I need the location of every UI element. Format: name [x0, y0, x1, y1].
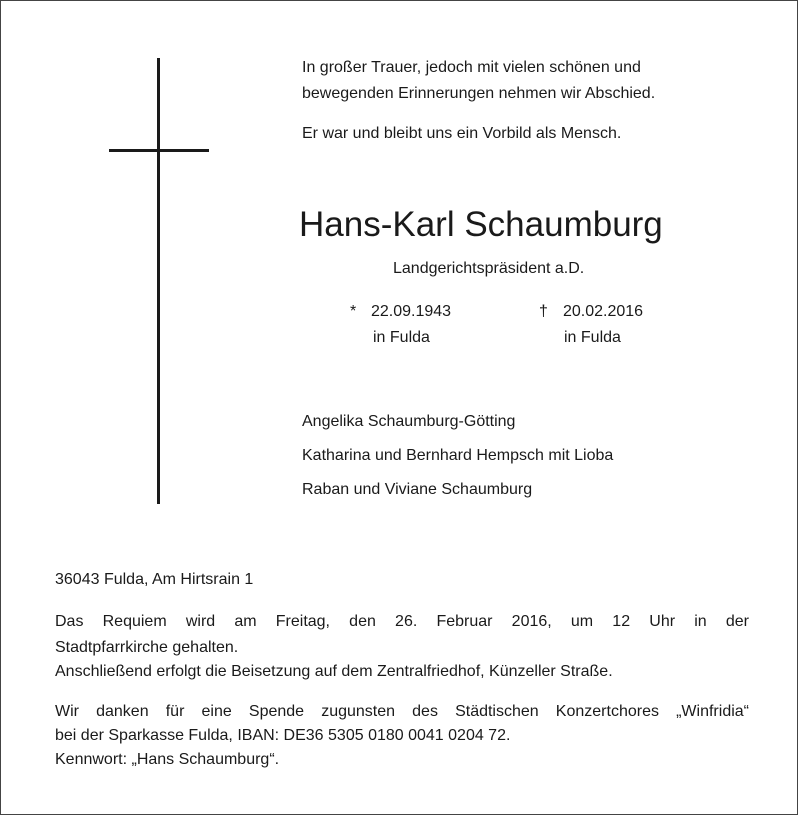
death-symbol: † — [539, 303, 548, 320]
requiem-line-2: Stadtpfarrkirche gehalten. — [55, 639, 239, 656]
mourner-1: Angelika Schaumburg-Götting — [302, 413, 516, 430]
intro-line-3: Er war und bleibt uns ein Vorbild als Mensch. — [302, 125, 622, 142]
mourner-3: Raban und Viviane Schaumburg — [302, 481, 533, 498]
donation-line-2: bei der Sparkasse Fulda, IBAN: DE36 5305 0180 0041 0204 72. — [55, 727, 511, 744]
intro-line-1: In großer Trauer, jedoch mit vielen schönen und — [302, 59, 641, 76]
birth-date: 22.09.1943 — [371, 303, 452, 320]
mourner-2: Katharina und Bernhard Hempsch mit Lioba — [302, 447, 614, 464]
birth-symbol: * — [350, 303, 357, 320]
requiem-line-3: Anschließend erfolgt die Beisetzung auf dem Zentralfriedhof, Künzeller Straße. — [55, 663, 613, 680]
deceased-title: Landgerichtspräsident a.D. — [393, 260, 585, 277]
deceased-name: Hans-Karl Schaumburg — [299, 205, 663, 244]
birth-place: in Fulda — [373, 329, 430, 346]
cross-icon — [157, 58, 160, 504]
donation-line-3: Kennwort: „Hans Schaumburg“. — [55, 751, 280, 768]
donation-line-1: Wir danken für eine Spende zugunsten des Städtischen Konzertchores „Winfridia“ — [55, 703, 749, 720]
address: 36043 Fulda, Am Hirtsrain 1 — [55, 571, 254, 588]
cross-icon-bar — [109, 149, 209, 152]
intro-line-2: bewegenden Erinnerungen nehmen wir Abschied. — [302, 85, 656, 102]
requiem-line-1: Das Requiem wird am Freitag, den 26. Februar 2016, um 12 Uhr in der — [55, 613, 749, 630]
death-place: in Fulda — [564, 329, 621, 346]
death-date: 20.02.2016 — [563, 303, 644, 320]
